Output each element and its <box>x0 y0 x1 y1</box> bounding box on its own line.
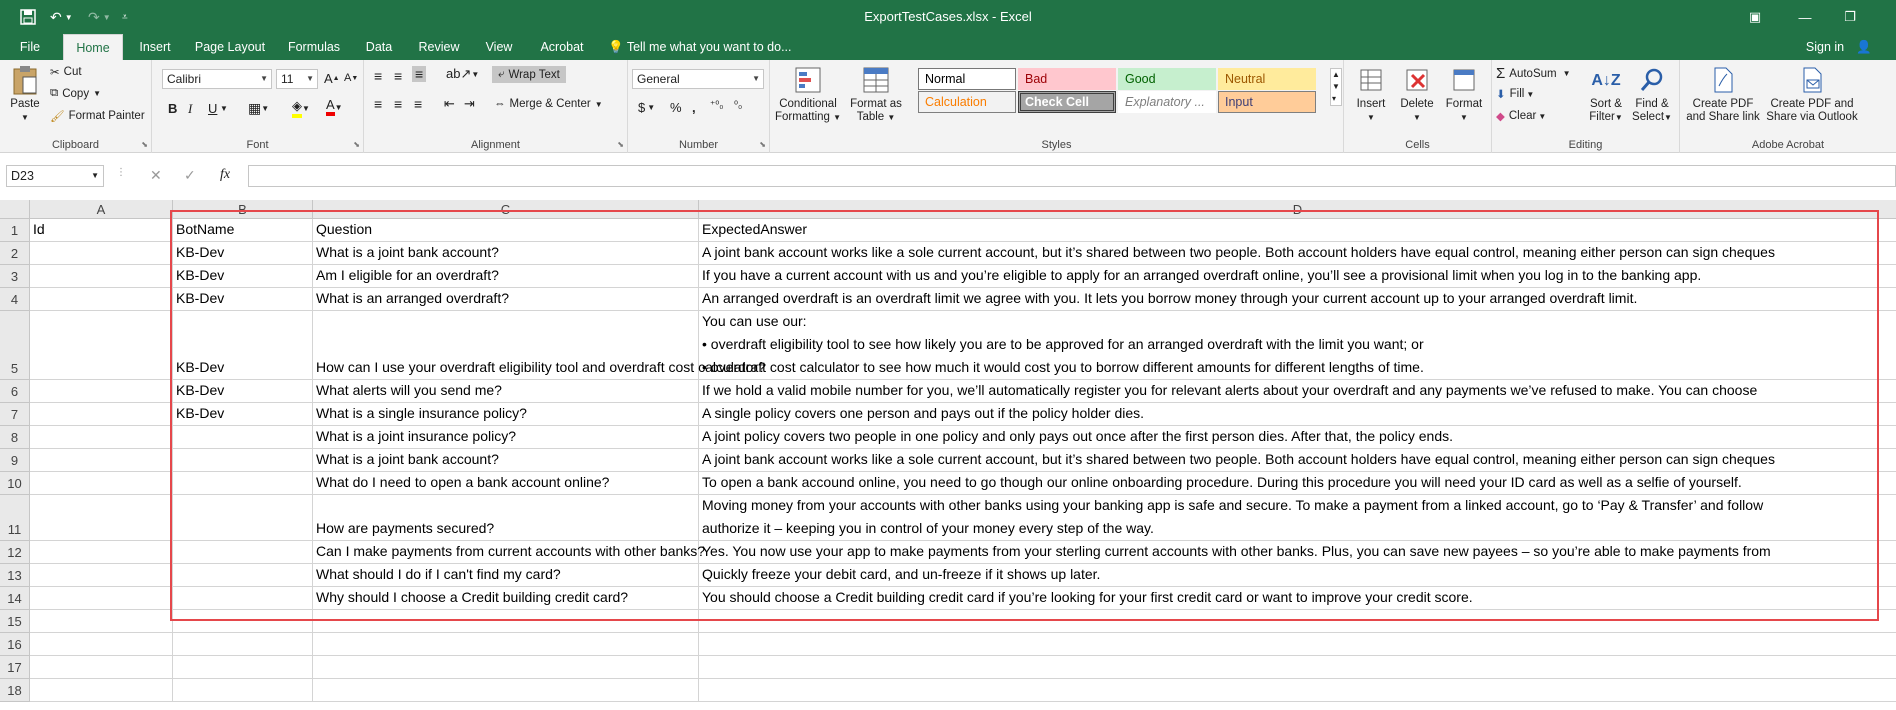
cell-d4[interactable] <box>699 288 1896 311</box>
clear-label: Clear <box>1508 110 1537 122</box>
decrease-decimal-icon[interactable]: ⁰₀ <box>734 100 743 111</box>
font-size-select[interactable] <box>276 69 318 89</box>
paste-label: Paste <box>10 98 40 110</box>
cell-c3[interactable] <box>313 265 699 288</box>
cell-text: What do I need to open a bank account online? <box>316 474 610 490</box>
alignment-launcher-icon[interactable]: ⬊ <box>617 140 624 149</box>
italic-button[interactable]: I <box>188 101 193 116</box>
column-header-d[interactable]: D <box>699 200 1896 219</box>
chevron-down-icon: ▼ <box>752 74 760 83</box>
cell-text: Id <box>33 221 45 237</box>
row-header[interactable]: 13 <box>0 564 30 587</box>
group-editing <box>1492 60 1680 153</box>
decrease-indent-icon[interactable]: ⇤ <box>444 96 455 111</box>
conditional-label-2: Formatting <box>774 111 830 123</box>
cell-a7[interactable] <box>30 403 173 426</box>
row-header[interactable]: 17 <box>0 656 30 679</box>
cell-d2[interactable] <box>699 242 1896 265</box>
customize-qat-icon[interactable]: ⩡ <box>122 11 128 23</box>
font-group-label: Font <box>246 139 269 151</box>
cell-a16[interactable] <box>30 633 173 656</box>
cell-b5[interactable] <box>173 311 313 380</box>
cell-a10[interactable] <box>30 472 173 495</box>
row-header[interactable]: 5 <box>0 311 30 380</box>
cell-a2[interactable] <box>30 242 173 265</box>
cell-text: Why should I choose a Credit building credit card? <box>316 589 629 605</box>
format-cells-icon <box>1448 64 1480 96</box>
name-box[interactable] <box>6 165 104 187</box>
shrink-font-button[interactable]: A ▼ <box>344 72 359 84</box>
tab-insert[interactable]: Insert <box>139 40 171 54</box>
number-format-select[interactable] <box>632 69 764 89</box>
paint-bucket-icon: ◈ <box>292 98 302 118</box>
row-header[interactable]: 3 <box>0 265 30 288</box>
cell-text: What is a joint bank account? <box>316 244 499 260</box>
number-group-label: Number <box>678 139 719 151</box>
cell-c11[interactable] <box>313 495 699 541</box>
cell-c12[interactable] <box>313 541 706 564</box>
clear-button[interactable]: ◆ Clear ▼ <box>1496 110 1547 123</box>
cell-text: How are payments secured? <box>316 520 495 536</box>
insert-label: Insert <box>1356 98 1386 110</box>
format-as-table-button[interactable]: Format as Table ▼ <box>846 64 906 124</box>
cell-text: KB-Dev <box>176 382 225 398</box>
create-pdf-outlook-label-1: Create PDF and <box>1770 98 1854 110</box>
cell-style-check-cell[interactable]: Check Cell <box>1018 91 1116 113</box>
group-clipboard <box>0 60 152 153</box>
cell-c14[interactable] <box>313 587 699 610</box>
cell-d11[interactable] <box>699 495 1896 541</box>
format-table-label-2: Table <box>856 111 885 123</box>
cell-style-bad[interactable]: Bad <box>1018 68 1116 90</box>
sigma-icon: Σ <box>1496 65 1506 82</box>
find-select-button[interactable]: Find & Select▼ <box>1630 64 1674 124</box>
cell-c1[interactable] <box>313 219 699 242</box>
copy-label: Copy <box>62 87 90 100</box>
cell-text-line: You should choose a Credit building credit card if you’re looking for your first credit card or want to improve your credit score. <box>702 589 1473 605</box>
pdf-outlook-icon <box>1796 64 1828 96</box>
cancel-icon[interactable]: ✕ <box>150 167 162 183</box>
cell-b11[interactable] <box>173 495 313 541</box>
cell-a8[interactable] <box>30 426 173 449</box>
top-align-icon[interactable]: ≡ <box>374 68 383 84</box>
fill-down-icon: ⬇ <box>1496 89 1506 101</box>
table-icon <box>860 64 892 96</box>
row-header[interactable]: 2 <box>0 242 30 265</box>
ribbon-display-icon[interactable]: ▣ <box>1748 9 1762 24</box>
font-size-value: 11 <box>281 72 294 86</box>
find-label-1: Find & <box>1635 98 1669 110</box>
create-pdf-label-1: Create PDF <box>1692 98 1754 110</box>
currency-icon[interactable]: $ ▼ <box>638 100 656 115</box>
alignment-group-label: Alignment <box>471 139 520 151</box>
cell-b9[interactable] <box>173 449 313 472</box>
cell-d18[interactable] <box>699 679 1896 702</box>
cut-label: Cut <box>63 66 82 78</box>
group-font <box>152 60 364 153</box>
cell-d3[interactable] <box>699 265 1896 288</box>
ribbon-home <box>0 60 1896 153</box>
increase-indent-icon[interactable]: ⇥ <box>464 96 475 111</box>
cell-text: What alerts will you send me? <box>316 382 502 398</box>
cell-d5[interactable] <box>699 311 1896 380</box>
cell-text-line: If you have a current account with us and you’re eligible to apply for an arranged overdraft online, you’ll see a provisional limit when you log in to the banking app. <box>702 267 1702 283</box>
cell-d10[interactable] <box>699 472 1896 495</box>
row-header[interactable]: 9 <box>0 449 30 472</box>
cell-a17[interactable] <box>30 656 173 679</box>
cell-d15[interactable] <box>699 610 1896 633</box>
formula-bar <box>0 153 1896 200</box>
cell-style-explanatory[interactable]: Explanatory ... <box>1118 91 1216 113</box>
chevron-down-icon: ▼ <box>260 74 268 83</box>
cell-text-line: A joint bank account works like a sole current account, but it’s shared between two people. Both account holders have equal control, meaning either person can sign cheques <box>702 244 1775 260</box>
cell-c17[interactable] <box>313 656 699 679</box>
copy-icon: ⧉ <box>50 87 59 99</box>
font-color-button[interactable]: A ▼ <box>326 98 343 116</box>
cell-text: BotName <box>176 221 235 237</box>
row-header[interactable]: 6 <box>0 380 30 403</box>
acrobat-group-label: Adobe Acrobat <box>1751 139 1825 151</box>
cell-text: Can I make payments from current accounts with other banks? <box>316 543 706 559</box>
select-all-corner[interactable] <box>0 200 30 219</box>
tab-formulas[interactable]: Formulas <box>287 40 341 54</box>
cell-text-line: You can use our: <box>702 313 807 329</box>
cell-c9[interactable] <box>313 449 699 472</box>
format-painter-label: Format Painter <box>68 110 145 122</box>
cell-text: What is a single insurance policy? <box>316 405 527 421</box>
cell-a5[interactable] <box>30 311 173 380</box>
fill-label: Fill <box>1509 88 1525 100</box>
create-pdf-outlook-button[interactable] <box>1764 64 1860 124</box>
tab-data[interactable]: Data <box>365 40 393 54</box>
row-header[interactable]: 16 <box>0 633 30 656</box>
number-launcher-icon[interactable]: ⬊ <box>759 140 766 149</box>
row-header[interactable]: 18 <box>0 679 30 702</box>
autosum-button[interactable]: Σ AutoSum ▼ <box>1496 65 1571 82</box>
grow-font-button[interactable]: A ▲ <box>324 71 340 86</box>
row-header[interactable]: 1 <box>0 219 30 242</box>
row-header[interactable]: 8 <box>0 426 30 449</box>
cell-text-line: A joint policy covers two people in one policy and only pays out once after the first person dies. After that, the policy ends. <box>702 428 1453 444</box>
group-adobe-acrobat <box>1680 60 1896 153</box>
cell-text-line: ExpectedAnswer <box>702 221 808 237</box>
cell-style-normal[interactable]: Normal <box>918 68 1016 90</box>
align-center-icon[interactable]: ≡ <box>394 96 403 112</box>
cell-text-line: Quickly freeze your debit card, and un-freeze if it shows up later. <box>702 566 1101 582</box>
cell-text-line: If we hold a valid mobile number for you, we’ll automatically register you for relevant alerts about your overdraft and any payments we’ve refused to make. You can choose <box>702 382 1758 398</box>
copy-button[interactable]: ⧉ Copy ▼ <box>50 87 101 100</box>
cut-button[interactable] <box>50 65 82 79</box>
cell-a18[interactable] <box>30 679 173 702</box>
cell-text-line: • overdraft cost calculator to see how much it would cost you to borrow different amounts for different lengths of time. <box>702 359 1424 375</box>
formula-bar-divider-icon: ⋮ <box>116 167 126 178</box>
cell-b3[interactable] <box>173 265 313 288</box>
group-styles <box>770 60 1344 153</box>
cell-text: KB-Dev <box>176 359 225 375</box>
cell-b18[interactable] <box>173 679 313 702</box>
wrap-icon: ⤶ <box>498 68 505 80</box>
insert-function-icon[interactable]: fx <box>220 167 231 182</box>
tell-me-box[interactable] <box>608 34 808 60</box>
editing-group-label: Editing <box>1568 139 1603 151</box>
name-box-value: D23 <box>11 169 34 183</box>
cell-d16[interactable] <box>699 633 1896 656</box>
cell-c16[interactable] <box>313 633 699 656</box>
cell-c15[interactable] <box>313 610 699 633</box>
cell-d6[interactable] <box>699 380 1896 403</box>
column-header-a[interactable]: A <box>30 200 173 219</box>
font-launcher-icon[interactable]: ⬊ <box>353 140 360 149</box>
styles-group-label: Styles <box>1041 139 1072 151</box>
magnifier-icon <box>1636 64 1668 96</box>
percent-icon[interactable]: % <box>670 100 682 115</box>
sign-in-link[interactable]: Sign in <box>1805 40 1845 54</box>
cell-a15[interactable] <box>30 610 173 633</box>
tab-file[interactable]: File <box>19 40 41 54</box>
format-label: Format <box>1445 98 1483 110</box>
format-table-label-1: Format as <box>850 98 902 110</box>
cell-text: KB-Dev <box>176 290 225 306</box>
row-header[interactable]: 11 <box>0 495 30 541</box>
share-button[interactable] <box>1856 34 1896 60</box>
cell-a13[interactable] <box>30 564 173 587</box>
conditional-formatting-button[interactable]: Conditional Formatting ▼ <box>772 64 844 124</box>
clipboard-launcher-icon[interactable]: ⬊ <box>141 140 148 149</box>
fill-button[interactable]: ⬇ Fill ▼ <box>1496 88 1535 101</box>
cells-group-label: Cells <box>1405 139 1430 151</box>
cell-a11[interactable] <box>30 495 173 541</box>
group-alignment <box>364 60 628 153</box>
row-header[interactable]: 7 <box>0 403 30 426</box>
row-header[interactable]: 12 <box>0 541 30 564</box>
cell-a4[interactable] <box>30 288 173 311</box>
cell-d8[interactable] <box>699 426 1896 449</box>
cell-c13[interactable] <box>313 564 699 587</box>
cell-d9[interactable] <box>699 449 1896 472</box>
cell-text-line: authorize it – keeping you in control of your money every step of the way. <box>702 520 1154 536</box>
paste-button[interactable]: Paste ▼ <box>6 64 44 124</box>
eraser-icon: ◆ <box>1496 111 1505 123</box>
cell-c2[interactable] <box>313 242 699 265</box>
cell-text: KB-Dev <box>176 267 225 283</box>
conditional-formatting-icon <box>792 64 824 96</box>
cell-b2[interactable] <box>173 242 313 265</box>
row-header[interactable]: 4 <box>0 288 30 311</box>
increase-decimal-icon[interactable]: ⁺⁰₀ <box>710 100 724 111</box>
cell-style-neutral[interactable]: Neutral <box>1218 68 1316 90</box>
row-header[interactable]: 15 <box>0 610 30 633</box>
font-name-value: Calibri <box>167 72 202 86</box>
cell-text: Am I eligible for an overdraft? <box>316 267 499 283</box>
middle-align-icon[interactable]: ≡ <box>394 68 403 84</box>
cell-d7[interactable] <box>699 403 1896 426</box>
cell-a9[interactable] <box>30 449 173 472</box>
cell-c6[interactable] <box>313 380 699 403</box>
cell-text: Question <box>316 221 373 237</box>
column-header-b[interactable]: B <box>173 200 313 219</box>
align-left-icon[interactable]: ≡ <box>374 96 383 112</box>
align-right-icon[interactable]: ≡ <box>414 96 423 112</box>
cell-text: How can I use your overdraft eligibility tool and overdraft cost calculator? <box>316 359 766 375</box>
find-label-2: Select <box>1632 111 1665 123</box>
cell-a3[interactable] <box>30 265 173 288</box>
cell-d13[interactable] <box>699 564 1896 587</box>
merge-icon: ⇔ <box>494 98 506 110</box>
create-pdf-outlook-label-2: Share via Outlook <box>1766 111 1858 123</box>
sort-filter-icon: A↓Z <box>1591 71 1621 89</box>
fill-color-button[interactable]: ◈ ▼ <box>292 98 310 118</box>
cell-d17[interactable] <box>699 656 1896 679</box>
tab-home[interactable]: Home <box>63 34 123 60</box>
insert-cells-button[interactable]: Insert ▼ <box>1348 64 1394 124</box>
insert-cells-icon <box>1355 64 1387 96</box>
undo-icon[interactable]: ↶ ▼ <box>50 8 73 25</box>
underline-button[interactable]: U <box>208 101 218 116</box>
tab-acrobat[interactable]: Acrobat <box>540 40 584 54</box>
cell-text-line: Yes. You now use your app to make payments from your sterling current accounts with other banks. Plus, you can save new payees – so you’re able to make payments from <box>702 543 1771 559</box>
create-pdf-share-link-button[interactable] <box>1684 64 1762 124</box>
cell-d12[interactable] <box>699 541 1896 564</box>
wrap-text-label: Wrap Text <box>508 68 560 81</box>
cell-b12[interactable] <box>173 541 313 564</box>
delete-label: Delete <box>1400 98 1434 110</box>
scissors-icon: ✂ <box>50 67 60 79</box>
tell-me-text: Tell me what you want to do... <box>626 40 792 54</box>
cell-c18[interactable] <box>313 679 699 702</box>
cell-b15[interactable] <box>173 610 313 633</box>
ribbon-tabs <box>0 34 1896 60</box>
format-painter-button[interactable] <box>50 109 145 123</box>
cell-text-line: To open a bank accound online, you need to go though our online onboarding procedure. During this procedure you will need your ID card as well as a selfie of yourself. <box>702 474 1742 490</box>
cell-text: What is a joint insurance policy? <box>316 428 516 444</box>
number-format-value: General <box>637 72 680 86</box>
maximize-button[interactable]: ❐ <box>1844 9 1856 24</box>
orientation-icon[interactable]: ab↗ ▼ <box>446 66 480 81</box>
cell-text: What is a joint bank account? <box>316 451 499 467</box>
cell-text-line: A joint bank account works like a sole current account, but it’s shared between two people. Both account holders have equal control, meaning either person can sign cheques <box>702 451 1775 467</box>
cell-b1[interactable] <box>173 219 313 242</box>
underline-dropdown-icon[interactable]: ▼ <box>220 104 228 113</box>
format-cells-button[interactable]: Format ▼ <box>1440 64 1488 124</box>
cell-b10[interactable] <box>173 472 313 495</box>
column-header-c[interactable]: C <box>313 200 699 219</box>
cell-b4[interactable] <box>173 288 313 311</box>
styles-gallery-scroll[interactable]: ▲ ▼ ▾ <box>1330 68 1342 106</box>
cell-text-line: • overdraft eligibility tool to see how likely you are to be approved for an arranged overdraft with the limit you want; or <box>702 336 1424 352</box>
cell-b6[interactable] <box>173 380 313 403</box>
cell-b17[interactable] <box>173 656 313 679</box>
tab-view[interactable]: View <box>485 40 513 54</box>
cell-b14[interactable] <box>173 587 313 610</box>
sort-label-1: Sort & <box>1590 98 1622 110</box>
formula-input[interactable] <box>248 165 1896 187</box>
wrap-text-button[interactable] <box>492 66 566 83</box>
pdf-link-icon <box>1707 64 1739 96</box>
group-number <box>628 60 770 153</box>
clipboard-group-label: Clipboard <box>51 139 100 151</box>
enter-icon[interactable]: ✓ <box>184 167 196 183</box>
cell-text-line: A single policy covers one person and pays out if the policy holder dies. <box>702 405 1145 421</box>
cell-style-good[interactable]: Good <box>1118 68 1216 90</box>
row-header[interactable]: 10 <box>0 472 30 495</box>
cell-text: What is an arranged overdraft? <box>316 290 509 306</box>
font-color-icon: A <box>326 98 335 116</box>
cell-text-line: An arranged overdraft is an overdraft limit we agree with you. It lets you borrow money through your current account up to your arranged overdraft limit. <box>702 290 1638 306</box>
cell-c8[interactable] <box>313 426 699 449</box>
sort-label-2: Filter <box>1589 111 1615 123</box>
tab-review[interactable]: Review <box>418 40 460 54</box>
cell-a6[interactable] <box>30 380 173 403</box>
cell-style-calculation[interactable]: Calculation <box>918 91 1016 113</box>
cell-b13[interactable] <box>173 564 313 587</box>
cell-text: KB-Dev <box>176 244 225 260</box>
cell-a1[interactable] <box>30 219 173 242</box>
clipboard-icon <box>9 64 41 96</box>
cell-c10[interactable] <box>313 472 699 495</box>
lightbulb-icon: 💡 <box>608 40 624 54</box>
chevron-down-icon: ▼ <box>306 74 314 83</box>
cell-text-line: Moving money from your accounts with other banks using your banking app is safe and secure. To make a payment from a linked account, go to ‘Pay & Transfer’ and follow <box>702 497 1764 513</box>
create-pdf-label-2: and Share link <box>1686 111 1760 123</box>
delete-cells-button[interactable]: Delete ▼ <box>1394 64 1440 124</box>
cell-b7[interactable] <box>173 403 313 426</box>
title-bar <box>0 0 1896 34</box>
cell-a12[interactable] <box>30 541 173 564</box>
font-name-select[interactable] <box>162 69 272 89</box>
autosum-label: AutoSum <box>1509 67 1557 80</box>
bold-button[interactable]: B <box>168 101 178 116</box>
delete-cells-icon <box>1401 64 1433 96</box>
cell-text: What should I do if I can't find my card? <box>316 566 561 582</box>
borders-icon[interactable]: ▦ ▼ <box>248 100 270 116</box>
cell-b16[interactable] <box>173 633 313 656</box>
paintbrush-icon: 🖌 <box>50 111 65 123</box>
merge-center-button[interactable]: ⇔ Merge & Center ▼ <box>494 98 603 110</box>
cell-d1[interactable] <box>699 219 1896 242</box>
window-title: ExportTestCases.xlsx - Excel <box>864 9 1032 24</box>
minimize-button[interactable]: — <box>1798 9 1812 25</box>
tab-page-layout[interactable]: Page Layout <box>194 40 266 54</box>
cell-c7[interactable] <box>313 403 699 426</box>
cell-text: KB-Dev <box>176 405 225 421</box>
cell-b8[interactable] <box>173 426 313 449</box>
group-cells <box>1344 60 1492 153</box>
row-header[interactable]: 14 <box>0 587 30 610</box>
cell-style-input[interactable]: Input <box>1218 91 1316 113</box>
person-icon: 👤 <box>1856 40 1872 54</box>
redo-icon[interactable]: ↷ ▼ <box>88 8 111 25</box>
comma-style-icon[interactable]: , <box>692 100 696 115</box>
cell-a14[interactable] <box>30 587 173 610</box>
conditional-label-1: Conditional <box>779 98 837 110</box>
merge-label: Merge & Center <box>509 98 591 110</box>
cell-c4[interactable] <box>313 288 699 311</box>
chevron-down-icon: ▼ <box>91 171 99 180</box>
cell-d14[interactable] <box>699 587 1896 610</box>
bottom-align-icon[interactable]: ≡ <box>412 66 426 82</box>
sort-filter-button[interactable]: A↓Z Sort & Filter▼ <box>1584 64 1628 124</box>
